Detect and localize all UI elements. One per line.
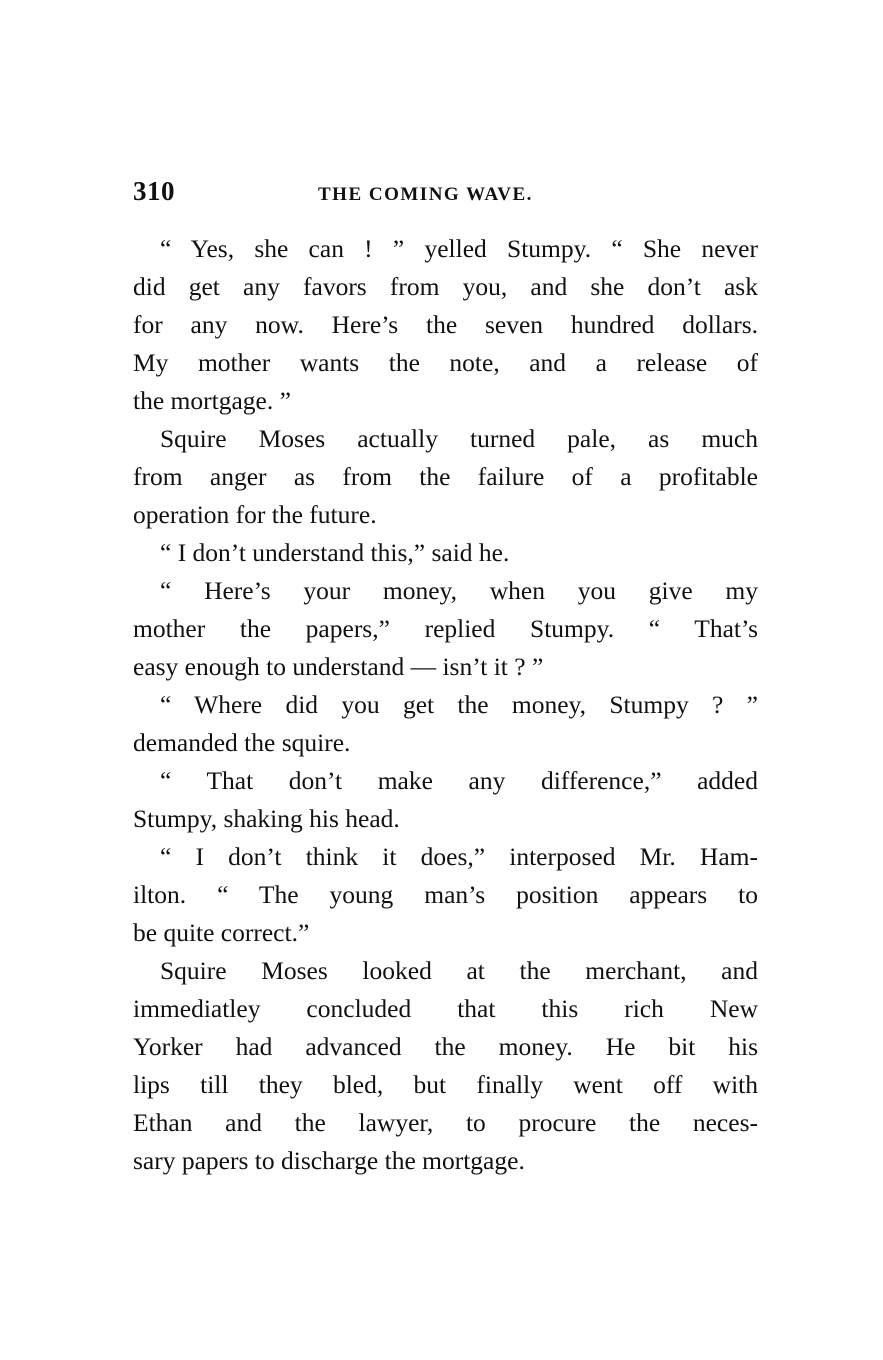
text-line: lips till they bled, but finally went off with <box>133 1070 758 1099</box>
text-line: “ Yes, she can ! ” yelled Stumpy. “ She never <box>160 234 758 263</box>
paragraph-3 <box>133 534 758 572</box>
text-line: “ That don’t make any difference,” added <box>160 766 758 795</box>
paragraph-4 <box>133 572 758 686</box>
paragraph-6 <box>133 762 758 838</box>
paragraph-1 <box>133 230 758 420</box>
paragraph-5 <box>133 686 758 762</box>
text-line: Squire Moses looked at the merchant, and <box>160 956 758 985</box>
paragraph-8 <box>133 952 758 1180</box>
text-line: demanded the squire. <box>133 728 351 757</box>
page-number: 310 <box>133 176 175 206</box>
text-line: immediatley concluded that this rich New <box>133 994 758 1023</box>
text-line: did get any favors from you, and she don’t ask <box>133 272 758 301</box>
text-line: ilton. “ The young man’s position appears to <box>133 880 758 909</box>
text-line: sary papers to discharge the mortgage. <box>133 1146 525 1175</box>
text-line: the mortgage. ” <box>133 386 291 415</box>
running-title: THE COMING WAVE. <box>318 184 533 205</box>
text-line: “ Where did you get the money, Stumpy ? ” <box>160 690 758 719</box>
paragraph-2 <box>133 420 758 534</box>
text-line: easy enough to understand — isn’t it ? ” <box>133 652 544 681</box>
text-line: Ethan and the lawyer, to procure the neces- <box>133 1108 758 1137</box>
body-text <box>133 230 758 1180</box>
text-line: “ I don’t think it does,” interposed Mr. Ham- <box>160 842 758 871</box>
text-line: mother the papers,” replied Stumpy. “ That’s <box>133 614 758 643</box>
text-line: My mother wants the note, and a release of <box>133 348 758 377</box>
text-line: from anger as from the failure of a profitable <box>133 462 758 491</box>
text-line: “ Here’s your money, when you give my <box>160 576 758 605</box>
text-line: be quite correct.” <box>133 918 310 947</box>
paragraph-7 <box>133 838 758 952</box>
text-line: for any now. Here’s the seven hundred dollars. <box>133 310 758 339</box>
text-line: Squire Moses actually turned pale, as much <box>160 424 758 453</box>
text-line: Yorker had advanced the money. He bit his <box>133 1032 758 1061</box>
running-head <box>133 176 758 212</box>
text-line: operation for the future. <box>133 500 377 529</box>
text-line: Stumpy, shaking his head. <box>133 804 400 833</box>
text-line: “ I don’t understand this,” said he. <box>160 538 510 567</box>
